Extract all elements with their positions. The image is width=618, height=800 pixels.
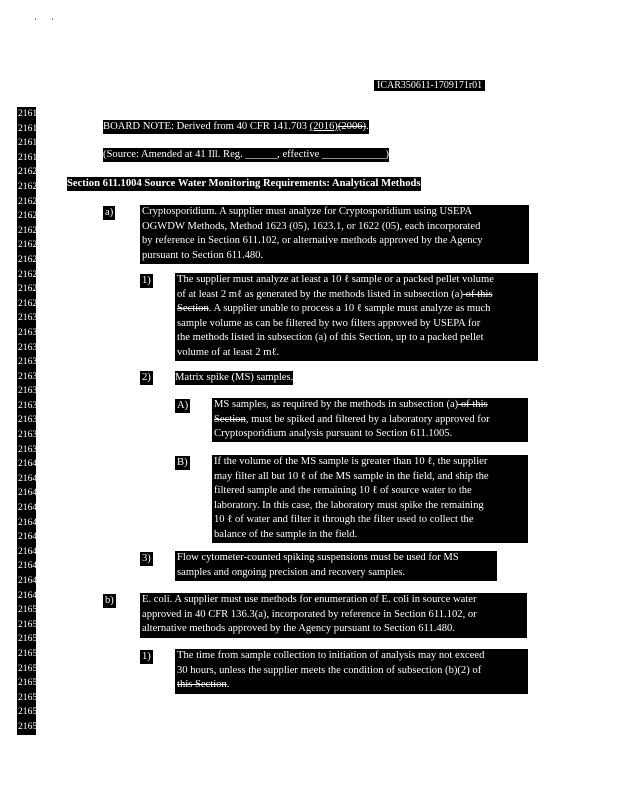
subsection-a2A-text: MS samples, as required by the methods in subsection (a) of this Section, must be spiked and filtered by a laboratory approved for Cryptosporidium analysis pursuant to Section 611.1005. (212, 398, 528, 442)
line-number: 21624 (18, 224, 42, 236)
line-number: 21648 (18, 575, 42, 586)
line-number: 21651 (18, 618, 42, 630)
subsection-b1-text: The time from sample collection to initiation of analysis may not exceed 30 hours, unless the supplier meets the condition of subsection (b)(2) of this Section. (175, 649, 528, 694)
paragraph-label: 2) (142, 372, 151, 383)
line-number: 21646 (18, 545, 42, 557)
line-number: 21647 (18, 560, 42, 572)
line-number: 21644 (18, 516, 42, 528)
paragraph-label: 1) (142, 651, 151, 662)
deleted-text: of this (463, 288, 493, 300)
deleted-text: of this (458, 399, 488, 410)
line-number: 21623 (18, 210, 42, 222)
inserted-text: (2016) (309, 121, 338, 132)
line-number: 21616 (18, 108, 42, 119)
line-number: 21650 (18, 604, 42, 616)
scan-specks: ·· (34, 14, 68, 24)
subsection-a3-text: Flow cytometer-counted spiking suspensions must be used for MS samples and ongoing precision and recovery samples. (175, 551, 497, 581)
line-number: 21622 (18, 195, 42, 207)
line-number: 21656 (18, 691, 42, 703)
source-note: (Source: Amended at 41 Ill. Reg. ______, effective ____________) (103, 149, 390, 160)
section-heading: Section 611.1004 Source Water Monitoring Requirements: Analytical Methods (67, 178, 421, 189)
line-number: 21645 (18, 531, 42, 543)
line-number: 21643 (18, 502, 42, 514)
line-number: 21621 (18, 180, 42, 192)
subsection-label: a) (105, 207, 114, 218)
subsection-b-text: E. coli. A supplier must use methods for enumeration of E. coli in source water approved in 40 CFR 136.3(a), incorporated by reference in Section 611.102, or alternative methods approved by the Agency pursuant to Section 611.480. (140, 593, 527, 638)
line-number: 21617 (18, 122, 42, 134)
line-number: 21639 (18, 443, 42, 455)
line-number: 21631 (18, 326, 42, 338)
line-number: 21640 (18, 458, 42, 470)
line-number: 21638 (18, 429, 42, 441)
deleted-text: (2006) (337, 121, 367, 132)
subparagraph-label: A) (177, 400, 189, 411)
line-number: 21628 (18, 283, 42, 295)
line-number: 21641 (18, 472, 42, 484)
line-number: 21620 (18, 166, 42, 178)
line-number: 21657 (18, 706, 42, 718)
line-number: 21634 (18, 370, 42, 382)
line-number: 21649 (18, 589, 42, 601)
line-number: 21625 (18, 239, 42, 251)
subparagraph-label: B) (177, 457, 188, 468)
line-number: 21619 (18, 151, 42, 163)
line-number: 21633 (18, 356, 42, 368)
line-number: 21627 (18, 268, 42, 280)
document-code: ICAR350611-1709171r01 (374, 80, 485, 91)
subsection-a1-text: The supplier must analyze at least a 10 ℓ sample or a packed pellet volume of at least 2 mℓ as generated by the methods listed in subsection (a) of this Section. A supplier unable to process a 10 ℓ sample must analyze as much sample volume as can be filtered by two filters approved by USEPA for the methods listed in subsection (a) of this Section, up to a packed pellet volume of at least 2 mℓ. (175, 273, 538, 361)
deleted-text: Section (177, 303, 209, 315)
line-number: 21630 (18, 312, 42, 324)
line-number: 21626 (18, 253, 42, 265)
line-number: 21618 (18, 137, 42, 149)
deleted-text: this Section (177, 679, 227, 691)
line-number: 21658 (18, 720, 42, 732)
line-number-gutter (17, 107, 42, 735)
line-number: 21637 (18, 414, 42, 426)
line-number: 21629 (18, 297, 42, 309)
deleted-text: Section (214, 413, 246, 425)
line-number: 21653 (18, 647, 42, 659)
paragraph-label: 3) (142, 553, 151, 564)
subsection-label: b) (105, 595, 114, 606)
line-number: 21654 (18, 662, 42, 674)
line-number: 21642 (18, 487, 42, 499)
subsection-a2-text: Matrix spike (MS) samples. (175, 372, 294, 383)
paragraph-label: 1) (142, 275, 151, 286)
line-number: 21635 (18, 385, 42, 397)
line-number: 21652 (18, 633, 42, 645)
line-number: 21636 (18, 399, 42, 411)
line-number: 21655 (18, 677, 42, 689)
line-number: 21632 (18, 341, 42, 353)
board-note: BOARD NOTE: Derived from 40 CFR 141.703 (2016)(2006). (103, 121, 369, 132)
subsection-a2B-text: If the volume of the MS sample is greater than 10 ℓ, the supplier may filter all but 10 ℓ of the MS sample in the field, and ship the filtered sample and the remaining 10 ℓ of source water to the laboratory. In this case, the laboratory must spike the remaining 10 ℓ of water and filter it through the filter used to collect the balance of the sample in the field. (212, 455, 528, 543)
subsection-a-text: Cryptosporidium. A supplier must analyze for Cryptosporidium using USEPA OGWDW Methods, Method 1623 (05), 1623.1, or 1622 (05), each incorporated by reference in Section 611.102, or alternative methods approved by the Agency pursuant to Section 611.480. (140, 205, 529, 264)
